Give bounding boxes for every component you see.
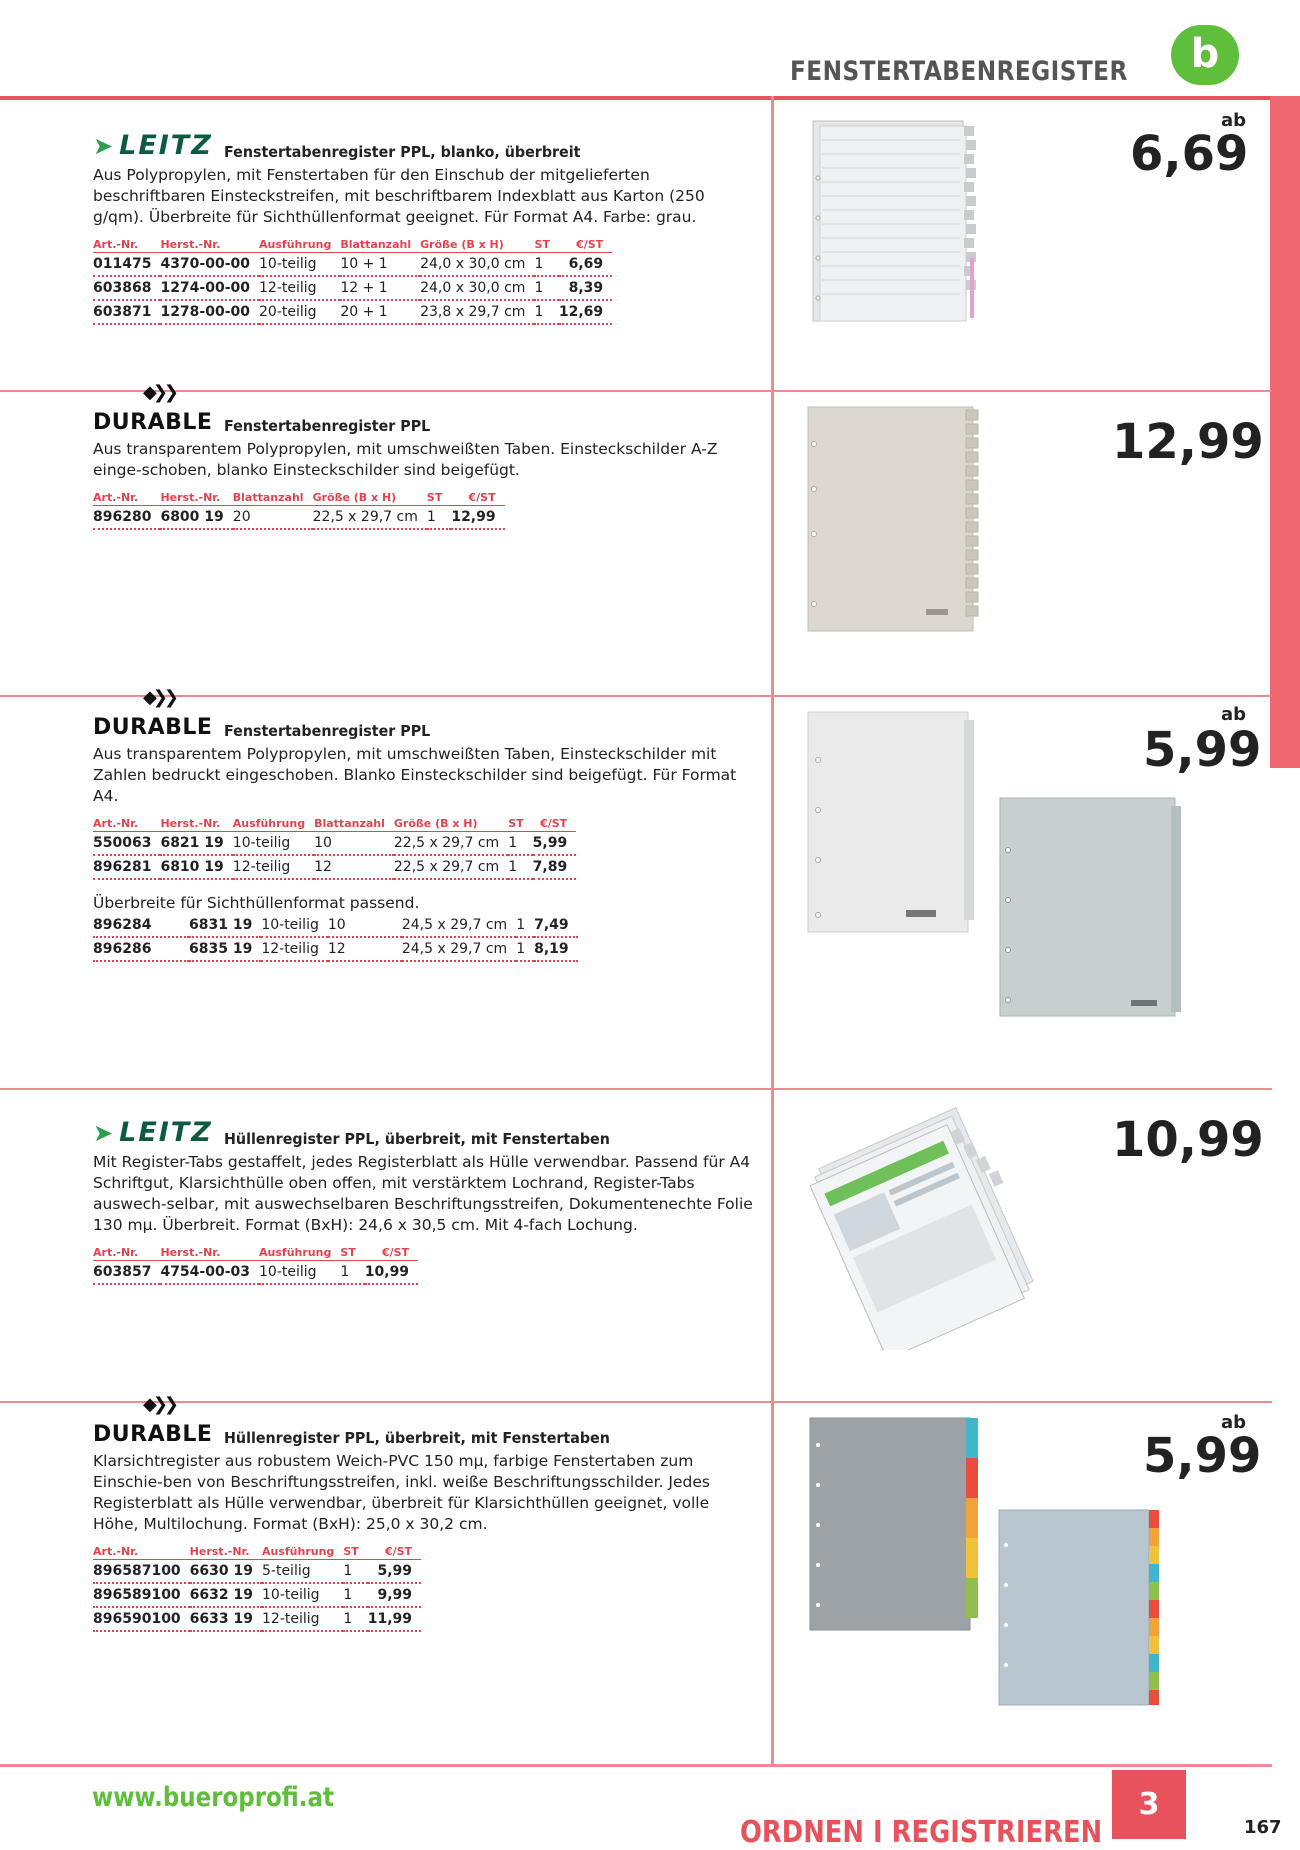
herst-nr: 6810 19	[160, 855, 232, 879]
col-header: Herst.-Nr.	[190, 1545, 262, 1560]
spec-table	[93, 1545, 421, 1632]
product-description: Aus transparentem Polypropylen, mit umschweißten Taben, Einsteckschilder mit Zahlen bedruckt eingeschoben. Blanko Einsteckschilder sind beigefügt. Für Format A4.	[93, 745, 737, 805]
product-description: Klarsichtregister aus robustem Weich-PVC 150 mµ, farbige Fenstertaben zum Einschie-ben von Beschriftungsstreifen, inkl. weiße Beschriftungsschilder. Jedes Registerblatt als Hülle verwendbar, überbreit für Klarsichthüllen geeignet, volle Höhe, Multilochung. Format (BxH): 25,0 x 30,2 cm.	[93, 1452, 710, 1533]
price: 6,69	[1130, 126, 1249, 182]
herst-nr: 1274-00-00	[160, 276, 259, 300]
blattanzahl: 20 + 1	[340, 300, 420, 324]
herst-nr: 4754-00-03	[160, 1261, 259, 1285]
groesse: 24,0 x 30,0 cm	[420, 253, 534, 277]
product-title: Fenstertabenregister PPL	[223, 722, 430, 740]
col-header: Blattanzahl	[340, 238, 420, 253]
product-image	[806, 1100, 1046, 1350]
st: 1	[343, 1560, 367, 1584]
product-title: Fenstertabenregister PPL, blanko, überbreit	[223, 143, 581, 161]
product-image	[810, 118, 980, 326]
col-header: Größe (B x H)	[394, 817, 508, 832]
spec-table	[93, 1246, 418, 1285]
price: 5,99	[1143, 1428, 1262, 1484]
footer-divider	[0, 1764, 1272, 1767]
art-nr: 603857	[93, 1261, 160, 1285]
price: 12,99	[1112, 414, 1264, 470]
groesse: 24,0 x 30,0 cm	[420, 276, 534, 300]
blattanzahl: 12	[328, 937, 402, 961]
blattanzahl: 12 + 1	[340, 276, 420, 300]
col-header: Größe (B x H)	[420, 238, 534, 253]
ausfuehrung: 10-teilig	[259, 1261, 340, 1285]
col-header: €/ST	[451, 491, 504, 506]
col-header: Ausführung	[233, 817, 314, 832]
header-divider	[0, 96, 1272, 100]
price-prefix: ab	[1221, 704, 1247, 725]
page-number: 167	[1244, 1817, 1282, 1838]
price-per-unit: 6,69	[559, 253, 612, 277]
art-nr: 603868	[93, 276, 160, 300]
table-row	[93, 937, 578, 961]
product-title: Hüllenregister PPL, überbreit, mit Fenstertaben	[223, 1429, 610, 1447]
ausfuehrung: 12-teilig	[262, 1607, 343, 1631]
col-header: Blattanzahl	[233, 491, 313, 506]
ausfuehrung: 10-teilig	[261, 914, 328, 937]
price-per-unit: 11,99	[368, 1607, 421, 1631]
art-nr: 550063	[93, 832, 160, 856]
groesse: 22,5 x 29,7 cm	[313, 506, 427, 530]
product-image	[806, 710, 1186, 1020]
herst-nr: 6633 19	[190, 1607, 262, 1631]
art-nr: 896281	[93, 855, 160, 879]
spec-table	[93, 817, 576, 880]
price-per-unit: 12,69	[559, 300, 612, 324]
price-per-unit: 5,99	[368, 1560, 421, 1584]
product-image	[806, 404, 981, 634]
price-per-unit: 7,49	[534, 914, 578, 937]
price: 10,99	[1112, 1112, 1264, 1168]
price-per-unit: 5,99	[533, 832, 577, 856]
st: 1	[343, 1583, 367, 1607]
groesse: 24,5 x 29,7 cm	[402, 937, 516, 961]
side-color-bar	[1270, 96, 1300, 768]
product-section-2	[93, 382, 863, 530]
table-row	[93, 855, 576, 879]
table-row	[93, 1607, 421, 1631]
ausfuehrung: 5-teilig	[262, 1560, 343, 1584]
leitz-logo: ➤ LEITZ	[93, 1117, 213, 1148]
col-header: €/ST	[559, 238, 612, 253]
col-header: Herst.-Nr.	[160, 1246, 259, 1261]
product-description: Mit Register-Tabs gestaffelt, jedes Registerblatt als Hülle verwendbar. Passend für A4 Schriftgut, Klarsichthülle oben offen, mit verstärktem Lochrand, Register-Tabs auswech-selbar, mit auswechselbaren Beschriftungsstreifen, Dokumentenechte Folie 130 mµ. Überbreit. Format (BxH): 24,6 x 30,5 cm. Mit 4-fach Lochung.	[93, 1153, 753, 1234]
leitz-logo: ➤ LEITZ	[93, 130, 213, 161]
col-header: Herst.-Nr.	[160, 491, 232, 506]
col-header: Ausführung	[259, 1246, 340, 1261]
col-header: Art.-Nr.	[93, 817, 160, 832]
groesse: 23,8 x 29,7 cm	[420, 300, 534, 324]
st: 1	[508, 855, 532, 879]
col-header: Größe (B x H)	[313, 491, 427, 506]
chapter-number: 3	[1112, 1770, 1186, 1839]
product-title: Fenstertabenregister PPL	[223, 417, 430, 435]
price-per-unit: 9,99	[368, 1583, 421, 1607]
herst-nr: 1278-00-00	[160, 300, 259, 324]
col-header: €/ST	[368, 1545, 421, 1560]
spec-table	[93, 238, 612, 325]
col-header: Herst.-Nr.	[160, 817, 232, 832]
st: 1	[340, 1261, 364, 1285]
st: 1	[427, 506, 451, 530]
col-header: €/ST	[533, 817, 577, 832]
durable-logo: ◆❯❯ DURABLE	[93, 382, 213, 435]
st: 1	[516, 937, 534, 961]
table-row	[93, 832, 576, 856]
table-row	[93, 1261, 418, 1285]
footer-url[interactable]: www.bueroprofi.at	[92, 1782, 334, 1813]
blattanzahl: 12	[314, 855, 394, 879]
groesse: 24,5 x 29,7 cm	[402, 914, 516, 937]
table-row	[93, 253, 612, 277]
groesse: 22,5 x 29,7 cm	[394, 832, 508, 856]
herst-nr: 6632 19	[190, 1583, 262, 1607]
table-row	[93, 1560, 421, 1584]
ausfuehrung: 10-teilig	[259, 253, 340, 277]
art-nr: 896587100	[93, 1560, 190, 1584]
art-nr: 011475	[93, 253, 160, 277]
section-badge: b	[1171, 25, 1239, 85]
herst-nr: 6630 19	[190, 1560, 262, 1584]
blattanzahl: 10 + 1	[340, 253, 420, 277]
art-nr: 896284	[93, 914, 189, 937]
col-header: Art.-Nr.	[93, 491, 160, 506]
price-prefix: ab	[1221, 1412, 1247, 1433]
variant-note: Überbreite für Sichthüllenformat passend.	[93, 894, 420, 912]
herst-nr: 6821 19	[160, 832, 232, 856]
col-header: ST	[427, 491, 451, 506]
table-row	[93, 276, 612, 300]
herst-nr: 6835 19	[189, 937, 261, 961]
ausfuehrung: 12-teilig	[259, 276, 340, 300]
ausfuehrung: 20-teilig	[259, 300, 340, 324]
st: 1	[343, 1607, 367, 1631]
art-nr: 896280	[93, 506, 160, 530]
blattanzahl: 10	[314, 832, 394, 856]
footer-category: ORDNEN I REGISTRIEREN	[740, 1815, 1103, 1850]
art-nr: 896590100	[93, 1607, 190, 1631]
price-prefix: ab	[1221, 110, 1247, 131]
col-header: Blattanzahl	[314, 817, 394, 832]
product-description: Aus transparentem Polypropylen, mit umschweißten Taben. Einsteckschilder A-Z einge-schoben, blanko Einsteckschilder sind beigefügt.	[93, 440, 718, 479]
col-header: Herst.-Nr.	[160, 238, 259, 253]
col-header: Art.-Nr.	[93, 238, 160, 253]
table-row	[93, 914, 578, 937]
row-divider	[0, 1088, 1272, 1090]
st: 1	[516, 914, 534, 937]
durable-logo: ◆❯❯ DURABLE	[93, 1394, 213, 1447]
col-header: Art.-Nr.	[93, 1545, 190, 1560]
table-row	[93, 300, 612, 324]
price-per-unit: 10,99	[365, 1261, 418, 1285]
product-section-4	[93, 1117, 863, 1285]
st: 1	[508, 832, 532, 856]
page-header-title: FENSTERTABENREGISTER	[790, 56, 1128, 87]
st: 1	[534, 253, 558, 277]
product-section-5	[93, 1394, 863, 1632]
price-per-unit: 7,89	[533, 855, 577, 879]
ausfuehrung: 12-teilig	[261, 937, 328, 961]
product-section-3	[93, 687, 863, 962]
art-nr: 896286	[93, 937, 189, 961]
herst-nr: 4370-00-00	[160, 253, 259, 277]
ausfuehrung: 12-teilig	[233, 855, 314, 879]
spec-table-overwide	[93, 914, 578, 962]
row-divider	[0, 1401, 1272, 1403]
table-row	[93, 506, 505, 530]
price-per-unit: 8,39	[559, 276, 612, 300]
st: 1	[534, 276, 558, 300]
col-header: ST	[340, 1246, 364, 1261]
product-section-1	[93, 130, 863, 325]
col-header: Ausführung	[259, 238, 340, 253]
price: 5,99	[1143, 722, 1262, 778]
col-header: Ausführung	[262, 1545, 343, 1560]
col-header: ST	[343, 1545, 367, 1560]
row-divider	[0, 390, 1272, 392]
herst-nr: 6800 19	[160, 506, 232, 530]
groesse: 22,5 x 29,7 cm	[394, 855, 508, 879]
row-divider	[0, 695, 1272, 697]
blattanzahl: 10	[328, 914, 402, 937]
durable-logo: ◆❯❯ DURABLE	[93, 687, 213, 740]
st: 1	[534, 300, 558, 324]
product-description: Aus Polypropylen, mit Fenstertaben für den Einschub der mitgelieferten beschriftbaren Einsteckstreifen, mit beschriftbarem Indexblatt aus Karton (250 g/qm). Überbreite für Sichthüllenformat geeignet. Für Format A4. Farbe: grau.	[93, 166, 705, 226]
ausfuehrung: 10-teilig	[262, 1583, 343, 1607]
table-row	[93, 1583, 421, 1607]
art-nr: 896589100	[93, 1583, 190, 1607]
price-per-unit: 12,99	[451, 506, 504, 530]
art-nr: 603871	[93, 300, 160, 324]
product-title: Hüllenregister PPL, überbreit, mit Fenstertaben	[223, 1130, 610, 1148]
product-image	[806, 1415, 1186, 1710]
herst-nr: 6831 19	[189, 914, 261, 937]
col-header: ST	[534, 238, 558, 253]
blattanzahl: 20	[233, 506, 313, 530]
col-header: Art.-Nr.	[93, 1246, 160, 1261]
spec-table	[93, 491, 505, 530]
ausfuehrung: 10-teilig	[233, 832, 314, 856]
price-per-unit: 8,19	[534, 937, 578, 961]
col-header: ST	[508, 817, 532, 832]
col-header: €/ST	[365, 1246, 418, 1261]
